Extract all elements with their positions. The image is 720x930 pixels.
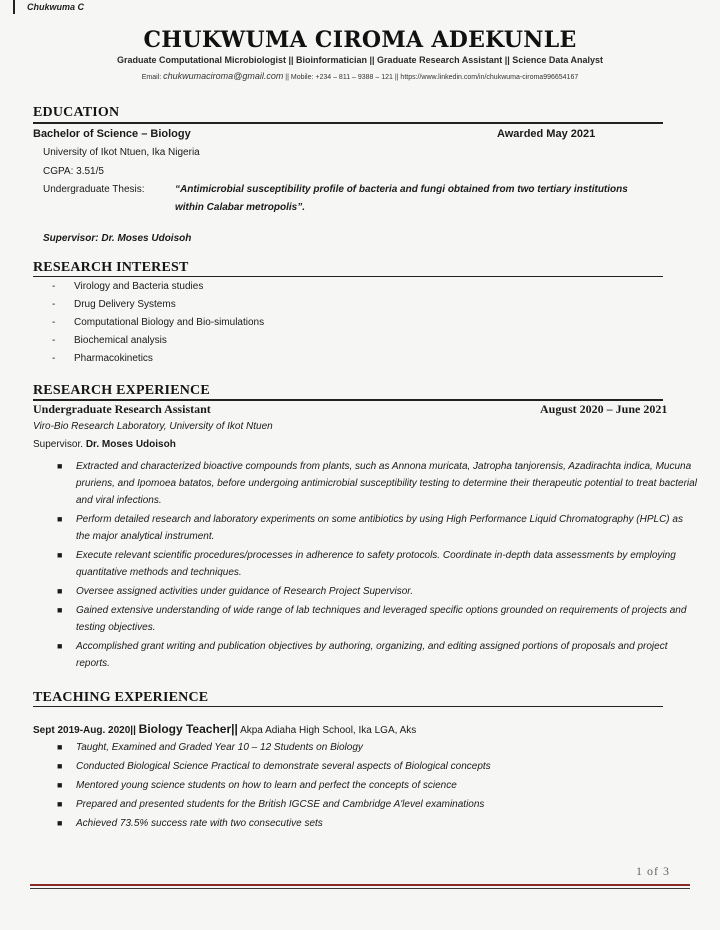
section-heading-teaching-experience: TEACHING EXPERIENCE <box>33 690 209 705</box>
list-item: ■ Perform detailed research and laboratory experiments on some antibiotics by using High Performance Liquid Chromatography (HPLC) as the major analytical instrument. <box>57 511 697 545</box>
teaching-role: Biology Teacher|| <box>138 722 238 736</box>
bullet-marker: ■ <box>57 514 63 524</box>
bullet-marker: ■ <box>57 461 63 471</box>
dash-marker: - <box>52 299 56 310</box>
section-heading-research-interest: RESEARCH INTEREST <box>33 260 189 275</box>
list-item: ■ Conducted Biological Science Practical to demonstrate several aspects of Biological concepts <box>57 758 697 775</box>
list-item: - Drug Delivery Systems <box>52 296 264 314</box>
bullet-marker: ■ <box>57 605 63 615</box>
research-interest-list <box>52 278 264 368</box>
teaching-header-line <box>33 722 416 736</box>
education-supervisor: Supervisor: Dr. Moses Udoisoh <box>43 233 192 244</box>
dash-marker: - <box>52 281 56 292</box>
contact-line <box>0 71 720 81</box>
footer-rule <box>30 888 690 889</box>
footer-rule <box>30 884 690 886</box>
research-lab: Viro-Bio Research Laboratory, University of Ikot Ntuen <box>33 421 273 432</box>
teaching-school: Akpa Adiaha High School, Ika LGA, Aks <box>240 725 417 736</box>
section-rule <box>33 122 663 124</box>
list-item: ■ Taught, Examined and Graded Year 10 – 12 Students on Biology <box>57 739 697 756</box>
email-link[interactable]: chukwumaciroma@gmail.com <box>163 71 284 81</box>
bullet-marker: ■ <box>57 761 63 771</box>
thesis-title-line1: “Antimicrobial susceptibility profile of bacteria and fungi obtained from two tertiary institutions <box>175 184 628 195</box>
dash-marker: - <box>52 335 56 346</box>
degree-awarded: Awarded May 2021 <box>497 128 596 140</box>
degree-title: Bachelor of Science – Biology <box>33 128 191 140</box>
list-item: ■ Extracted and characterized bioactive compounds from plants, such as Annona muricata, Jatropha tanjorensis, Azadirachta indica, Mucuna pruriens, and Ipomoea batatos, before undergoing antimicrobial susceptibility testing to determine their therapeutic potential to treat bacterial and viral infections. <box>57 458 697 509</box>
list-item: ■ Accomplished grant writing and publication objectives by authoring, organizing, and editing assigned portions of proposals and project reports. <box>57 638 697 672</box>
section-rule <box>33 706 663 707</box>
thesis-title-line2: within Calabar metropolis”. <box>175 202 306 213</box>
bullet-marker: ■ <box>57 550 63 560</box>
thesis-label: Undergraduate Thesis: <box>43 184 145 195</box>
list-item: - Virology and Bacteria studies <box>52 278 264 296</box>
list-item: - Pharmacokinetics <box>52 350 264 368</box>
university-name: University of Ikot Ntuen, Ika Nigeria <box>43 147 200 158</box>
candidate-titles: Graduate Computational Microbiologist || Bioinformatician || Graduate Research Assistant || Science Data Analyst <box>116 55 604 65</box>
dash-marker: - <box>52 317 56 328</box>
list-item: ■ Execute relevant scientific procedures/processes in adherence to safety protocols. Coordinate in-depth data assessments by employing quantitative methods and techniques. <box>57 547 697 581</box>
list-item: ■ Mentored young science students on how to learn and perfect the concepts of science <box>57 777 697 794</box>
section-rule <box>33 276 663 277</box>
list-item: ■ Prepared and presented students for the British IGCSE and Cambridge A'level examinations <box>57 796 697 813</box>
contact-rest: || Mobile: +234 – 811 – 9388 – 121 || https://www.linkedin.com/in/chukwuma-ciroma996654167 <box>285 74 579 81</box>
list-item: ■ Oversee assigned activities under guidance of Research Project Supervisor. <box>57 583 697 600</box>
research-dates: August 2020 – June 2021 <box>540 402 668 416</box>
bullet-marker: ■ <box>57 742 63 752</box>
list-item: ■ Gained extensive understanding of wide range of lab techniques and leveraged specific options grounded on requirements of projects and testing objectives. <box>57 602 697 636</box>
bullet-marker: ■ <box>57 799 63 809</box>
research-role: Undergraduate Research Assistant <box>33 402 211 416</box>
corner-marker <box>13 0 15 14</box>
bullet-marker: ■ <box>57 586 63 596</box>
section-rule <box>33 399 663 401</box>
bullet-marker: ■ <box>57 641 63 651</box>
teaching-dates: Sept 2019-Aug. 2020|| <box>33 725 136 736</box>
list-item: - Computational Biology and Bio-simulations <box>52 314 264 332</box>
bullet-marker: ■ <box>57 818 63 828</box>
research-supervisor: Supervisor. Dr. Moses Udoisoh <box>33 439 176 450</box>
teaching-duties-list <box>57 739 697 834</box>
list-item: ■ Achieved 73.5% success rate with two consecutive sets <box>57 815 697 832</box>
list-item: - Biochemical analysis <box>52 332 264 350</box>
contact-prefix: Email: <box>141 74 162 81</box>
bullet-marker: ■ <box>57 780 63 790</box>
corner-label: Chukwuma C <box>27 2 85 12</box>
cgpa: CGPA: 3.51/5 <box>43 166 104 177</box>
section-heading-research-experience: RESEARCH EXPERIENCE <box>33 383 210 398</box>
candidate-name: CHUKWUMA CIROMA ADEKUNLE <box>143 27 577 53</box>
dash-marker: - <box>52 353 56 364</box>
section-heading-education: EDUCATION <box>33 105 120 120</box>
page-number: 1 of 3 <box>636 864 670 878</box>
research-duties-list <box>57 458 697 674</box>
